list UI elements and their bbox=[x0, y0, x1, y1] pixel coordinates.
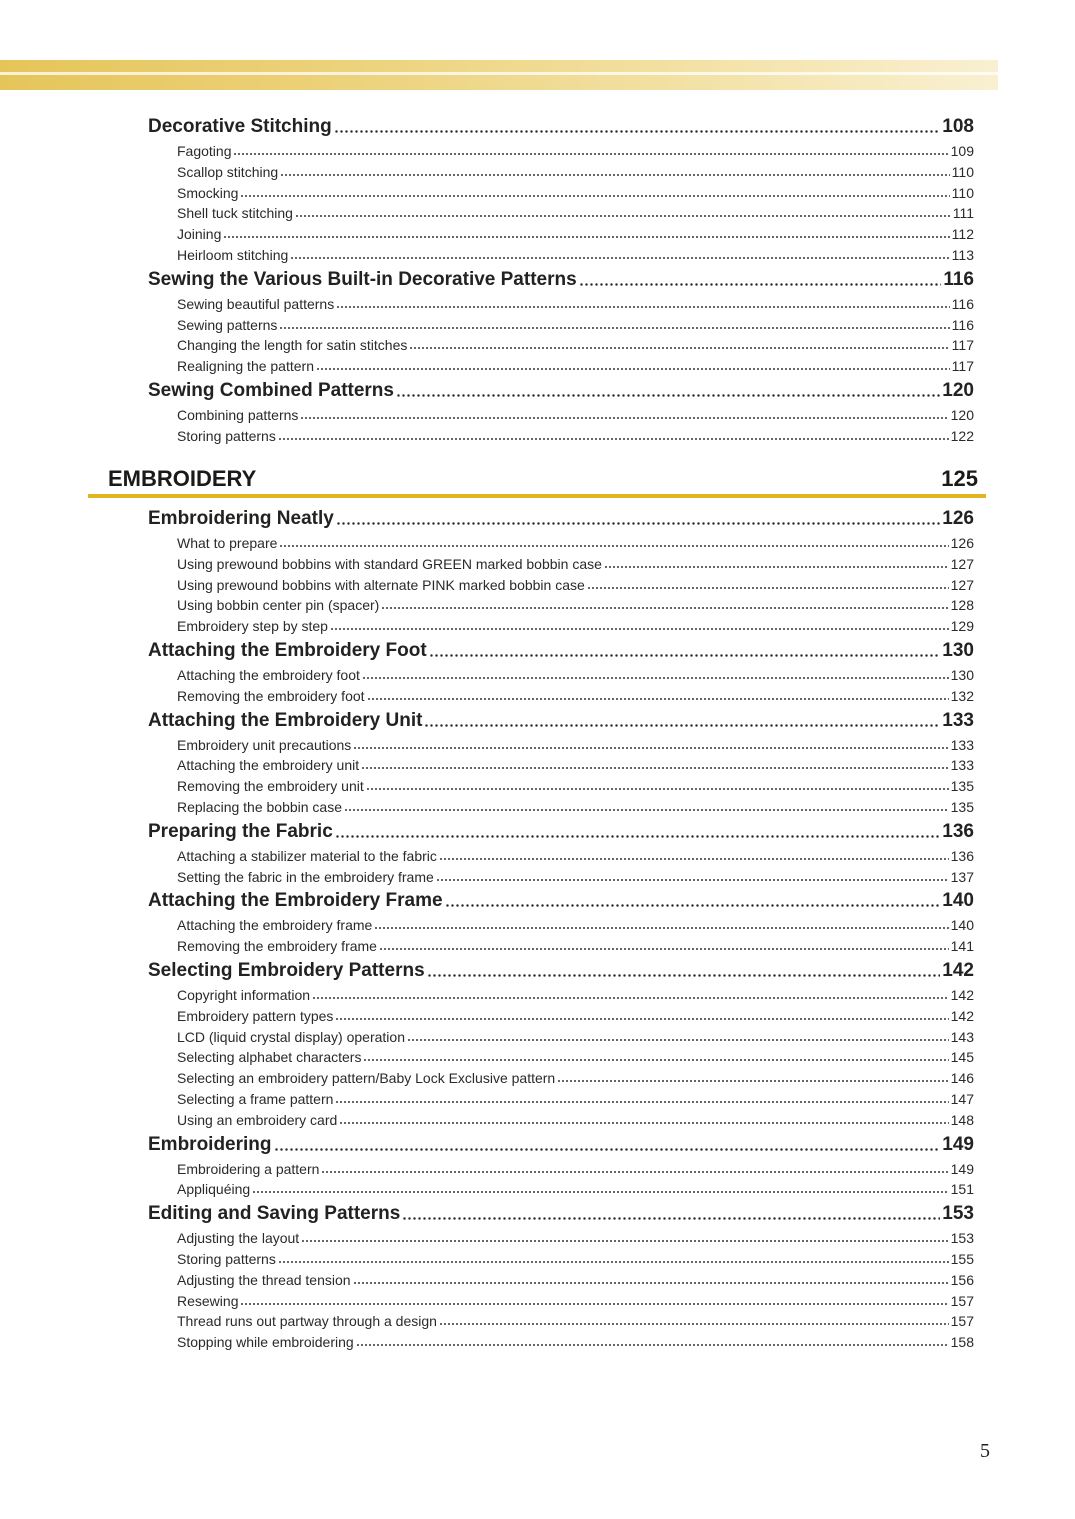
toc-section-page: 108 bbox=[942, 116, 974, 137]
toc-section-page: 142 bbox=[942, 960, 974, 981]
toc-entry-title: Using bobbin center pin (spacer) bbox=[177, 597, 380, 614]
toc-entry-smocking[interactable] bbox=[177, 182, 974, 201]
toc-section-attaching-the-embroidery-frame[interactable] bbox=[148, 888, 974, 912]
toc-entry-page: 116 bbox=[951, 316, 974, 333]
toc-section-embroidering-neatly[interactable] bbox=[148, 506, 974, 530]
toc-entry-adjusting-the-thread-tension[interactable] bbox=[177, 1269, 974, 1288]
toc-entry-title: Combining patterns bbox=[177, 407, 299, 423]
toc-entry-page: 120 bbox=[950, 407, 974, 423]
toc-entry-lcd-liquid-crystal-display-operation[interactable] bbox=[177, 1026, 974, 1045]
toc-entry-page: 117 bbox=[951, 358, 974, 375]
toc-section-title: Attaching the Embroidery Unit bbox=[148, 709, 423, 731]
toc-entry-title: Heirloom stitching bbox=[177, 247, 289, 263]
page-number: 5 bbox=[980, 1440, 990, 1462]
toc-section-title: Decorative Stitching bbox=[148, 116, 332, 137]
toc-entry-resewing[interactable] bbox=[177, 1290, 974, 1309]
toc-entry-page: 143 bbox=[950, 1028, 974, 1045]
toc-entry-page: 122 bbox=[950, 427, 974, 444]
dot-leader bbox=[278, 1261, 949, 1263]
toc-entry-embroidery-unit-precautions[interactable] bbox=[177, 734, 974, 753]
dot-leader bbox=[429, 654, 941, 657]
dot-leader bbox=[335, 1101, 948, 1103]
toc-entry-page: 147 bbox=[950, 1091, 974, 1107]
toc-entry-combining-patterns[interactable] bbox=[177, 404, 974, 423]
toc-entry-storing-patterns[interactable] bbox=[177, 425, 974, 444]
dot-leader bbox=[280, 174, 950, 176]
toc-entry-copyright-information[interactable] bbox=[177, 984, 974, 1003]
dot-leader bbox=[445, 904, 941, 907]
toc-entry-title: Embroidery step by step bbox=[177, 618, 328, 635]
toc-entry-attaching-the-embroidery-frame[interactable] bbox=[177, 914, 974, 933]
toc-entry-page: 156 bbox=[950, 1271, 974, 1288]
dot-leader bbox=[362, 677, 949, 679]
dot-leader bbox=[363, 1059, 948, 1061]
toc-entry-page: 136 bbox=[950, 847, 974, 864]
dot-leader bbox=[439, 1323, 949, 1325]
toc-section-editing-and-saving-patterns[interactable] bbox=[148, 1201, 974, 1225]
toc-entry-page: 140 bbox=[950, 917, 974, 934]
dot-leader bbox=[344, 809, 949, 811]
toc-entry-page: 133 bbox=[950, 736, 974, 753]
toc-entry-title: Embroidery pattern types bbox=[177, 1007, 334, 1024]
dot-leader bbox=[290, 257, 949, 259]
toc-entry-page: 137 bbox=[950, 868, 974, 885]
toc-entry-title: Changing the length for satin stitches bbox=[177, 337, 408, 354]
toc-section-page: 149 bbox=[942, 1133, 974, 1155]
toc-entry-page: 130 bbox=[950, 667, 974, 683]
dot-leader bbox=[339, 1122, 948, 1124]
toc-section-page: 126 bbox=[942, 508, 974, 529]
toc-entry-storing-patterns[interactable] bbox=[177, 1248, 974, 1267]
toc-section-embroidering[interactable] bbox=[148, 1132, 974, 1156]
toc-entry-page: 135 bbox=[950, 799, 974, 815]
toc-entry-selecting-alphabet-characters[interactable] bbox=[177, 1046, 974, 1065]
dot-leader bbox=[330, 628, 949, 630]
toc-entry-shell-tuck-stitching[interactable] bbox=[177, 202, 974, 221]
toc-entry-embroidering-a-pattern[interactable] bbox=[177, 1158, 974, 1177]
toc-entry-title: Sewing beautiful patterns bbox=[177, 295, 335, 312]
toc-entry-what-to-prepare[interactable] bbox=[177, 532, 974, 551]
toc-entry-title: Realigning the pattern bbox=[177, 358, 314, 375]
dot-leader bbox=[436, 879, 949, 881]
toc-entry-page: 148 bbox=[950, 1111, 974, 1128]
toc-entry-page: 116 bbox=[951, 295, 974, 312]
toc-entry-page: 153 bbox=[950, 1230, 974, 1247]
toc-entry-page: 145 bbox=[950, 1049, 974, 1066]
toc-entry-title: Embroidery unit precautions bbox=[177, 736, 352, 753]
toc-entry-using-an-embroidery-card[interactable] bbox=[177, 1109, 974, 1128]
toc-entry-realigning-the-pattern[interactable] bbox=[177, 355, 974, 374]
toc-entry-title: LCD (liquid crystal display) operation bbox=[177, 1028, 405, 1045]
toc-section-sewing-combined-patterns[interactable] bbox=[148, 378, 974, 402]
toc-entry-page: 129 bbox=[950, 618, 974, 635]
toc-entry-title: Using prewound bobbins with standard GREEN marked bobbin case bbox=[177, 555, 602, 572]
toc-entry-page: 135 bbox=[950, 778, 974, 795]
toc-entry-title: Resewing bbox=[177, 1292, 239, 1309]
toc-entry-joining[interactable] bbox=[177, 223, 974, 242]
toc-section-page: 116 bbox=[943, 268, 974, 290]
toc-section-title: Preparing the Fabric bbox=[148, 820, 333, 842]
toc-entry-title: Attaching the embroidery frame bbox=[177, 917, 373, 934]
toc-entry-page: 157 bbox=[950, 1292, 974, 1309]
toc-section-selecting-embroidery-patterns[interactable] bbox=[148, 958, 974, 982]
toc-entry-title: Thread runs out partway through a design bbox=[177, 1313, 437, 1330]
toc-entry-page: 142 bbox=[950, 1007, 974, 1024]
chapter-heading[interactable] bbox=[108, 462, 978, 492]
toc-entry-title: What to prepare bbox=[177, 535, 278, 551]
dot-leader bbox=[353, 1282, 949, 1284]
toc-entry-page: 155 bbox=[950, 1251, 974, 1267]
toc-section-title: Sewing Combined Patterns bbox=[148, 380, 394, 401]
toc-entry-title: Fagoting bbox=[177, 143, 232, 159]
toc-entry-title: Appliquéing bbox=[177, 1181, 251, 1198]
toc-entry-title: Replacing the bobbin case bbox=[177, 799, 343, 815]
toc-entry-attaching-a-stabilizer-material-to-the-fabric[interactable] bbox=[177, 845, 974, 864]
toc-entry-setting-the-fabric-in-the-embroidery-frame[interactable] bbox=[177, 866, 974, 885]
toc-entry-page: 109 bbox=[950, 143, 974, 159]
toc-entry-title: Using an embroidery card bbox=[177, 1111, 338, 1128]
header-decorative-band bbox=[0, 60, 998, 90]
toc-entry-title: Embroidering a pattern bbox=[177, 1160, 320, 1177]
dot-leader bbox=[336, 522, 940, 525]
toc-entry-selecting-a-frame-pattern[interactable] bbox=[177, 1088, 974, 1107]
toc-entry-page: 133 bbox=[950, 757, 974, 774]
toc-entry-using-bobbin-center-pin-spacer[interactable] bbox=[177, 594, 974, 613]
toc-entry-page: 149 bbox=[950, 1160, 974, 1177]
toc-entry-title: Removing the embroidery unit bbox=[177, 778, 364, 795]
dot-leader bbox=[427, 974, 941, 977]
toc-entry-title: Attaching the embroidery foot bbox=[177, 667, 360, 683]
toc-entry-embroidery-pattern-types[interactable] bbox=[177, 1005, 974, 1024]
dot-leader bbox=[279, 545, 948, 547]
dot-leader bbox=[361, 767, 949, 769]
dot-leader bbox=[278, 438, 949, 440]
toc-entry-title: Sewing patterns bbox=[177, 316, 278, 333]
dot-leader bbox=[301, 1240, 948, 1242]
dot-leader bbox=[300, 417, 948, 419]
toc-section-preparing-the-fabric[interactable] bbox=[148, 819, 974, 843]
toc-section-title: Sewing the Various Built-in Decorative Patterns bbox=[148, 268, 577, 290]
toc-entry-title: Using prewound bobbins with alternate PINK marked bobbin case bbox=[177, 576, 585, 593]
toc-entry-page: 158 bbox=[950, 1334, 974, 1351]
toc-entry-removing-the-embroidery-foot[interactable] bbox=[177, 685, 974, 704]
toc-entry-title: Shell tuck stitching bbox=[177, 205, 293, 222]
dot-leader bbox=[240, 1303, 948, 1305]
toc-entry-sewing-beautiful-patterns[interactable] bbox=[177, 293, 974, 312]
toc-entry-page: 157 bbox=[950, 1313, 974, 1330]
toc-entry-page: 146 bbox=[950, 1070, 974, 1087]
toc-entry-page: 151 bbox=[950, 1181, 974, 1198]
dot-leader bbox=[336, 306, 949, 308]
toc-section-attaching-the-embroidery-foot[interactable] bbox=[148, 638, 974, 662]
toc-entry-page: 113 bbox=[951, 247, 974, 263]
dot-leader bbox=[335, 835, 941, 838]
toc-entry-title: Setting the fabric in the embroidery frame bbox=[177, 868, 434, 885]
dot-leader bbox=[407, 1039, 949, 1041]
toc-entry-title: Removing the embroidery foot bbox=[177, 687, 365, 704]
toc-entry-page: 117 bbox=[951, 337, 974, 354]
dot-leader bbox=[366, 788, 949, 790]
toc-entry-title: Joining bbox=[177, 226, 222, 243]
toc-entry-stopping-while-embroidering[interactable] bbox=[177, 1331, 974, 1350]
toc-entry-title: Attaching the embroidery unit bbox=[177, 757, 360, 774]
toc-entry-page: 126 bbox=[950, 535, 974, 551]
toc-entry-using-prewound-bobbins-with-alternate-pink-marked-bobbin-case[interactable] bbox=[177, 574, 974, 593]
dot-leader bbox=[367, 698, 949, 700]
toc-entry-sewing-patterns[interactable] bbox=[177, 314, 974, 333]
toc-entry-page: 112 bbox=[951, 226, 974, 243]
toc-entry-thread-runs-out-partway-through-a-design[interactable] bbox=[177, 1310, 974, 1329]
dot-leader bbox=[374, 927, 948, 929]
dot-leader bbox=[409, 347, 949, 349]
dot-leader bbox=[424, 724, 940, 727]
dot-leader bbox=[295, 215, 951, 217]
toc-entry-title: Removing the embroidery frame bbox=[177, 938, 377, 955]
toc-entry-removing-the-embroidery-frame[interactable] bbox=[177, 935, 974, 954]
toc-entry-page: 141 bbox=[950, 938, 974, 955]
toc-section-page: 140 bbox=[942, 890, 974, 912]
toc-entry-adjusting-the-layout[interactable] bbox=[177, 1227, 974, 1246]
toc-entry-title: Selecting an embroidery pattern/Baby Lock Exclusive pattern bbox=[177, 1070, 556, 1087]
toc-entry-removing-the-embroidery-unit[interactable] bbox=[177, 775, 974, 794]
toc-entry-attaching-the-embroidery-unit[interactable] bbox=[177, 754, 974, 773]
chapter-divider bbox=[88, 494, 986, 498]
dot-leader bbox=[396, 394, 940, 397]
dot-leader bbox=[587, 587, 949, 589]
dot-leader bbox=[353, 747, 948, 749]
toc-entry-fagoting[interactable] bbox=[177, 140, 974, 159]
toc-entry-page: 111 bbox=[952, 205, 974, 222]
toc-section-page: 120 bbox=[942, 380, 974, 401]
dot-leader bbox=[321, 1171, 948, 1173]
toc-section-decorative-stitching[interactable] bbox=[148, 114, 974, 138]
dot-leader bbox=[274, 1148, 941, 1151]
chapter-title: EMBROIDERY bbox=[108, 466, 257, 491]
toc-entry-page: 128 bbox=[950, 597, 974, 614]
toc-section-title: Embroidering Neatly bbox=[148, 508, 334, 529]
toc-section-page: 130 bbox=[942, 640, 974, 661]
toc-entry-selecting-an-embroidery-pattern-baby-lock-exclusive-pattern[interactable] bbox=[177, 1067, 974, 1086]
toc-entry-title: Selecting alphabet characters bbox=[177, 1049, 362, 1066]
toc-entry-page: 110 bbox=[951, 184, 974, 201]
dot-leader bbox=[233, 153, 948, 155]
dot-leader bbox=[316, 368, 950, 370]
toc-entry-title: Adjusting the thread tension bbox=[177, 1271, 351, 1288]
dot-leader bbox=[334, 130, 941, 133]
dot-leader bbox=[379, 948, 949, 950]
toc-entry-page: 110 bbox=[951, 163, 974, 180]
toc-entry-page: 142 bbox=[950, 987, 974, 1003]
toc-entry-title: Selecting a frame pattern bbox=[177, 1091, 334, 1107]
dot-leader bbox=[402, 1217, 940, 1220]
toc-entry-embroidery-step-by-step[interactable] bbox=[177, 615, 974, 634]
toc-section-attaching-the-embroidery-unit[interactable] bbox=[148, 708, 974, 732]
toc-entry-appliqu-ing[interactable] bbox=[177, 1178, 974, 1197]
toc-section-page: 153 bbox=[942, 1203, 974, 1225]
toc-entry-title: Storing patterns bbox=[177, 427, 276, 444]
toc-entry-page: 132 bbox=[950, 687, 974, 704]
toc-section-title: Selecting Embroidery Patterns bbox=[148, 960, 425, 981]
dot-leader bbox=[356, 1344, 949, 1346]
toc-entry-heirloom-stitching[interactable] bbox=[177, 244, 974, 263]
dot-leader bbox=[579, 283, 942, 286]
dot-leader bbox=[312, 997, 949, 999]
toc-entry-using-prewound-bobbins-with-standard-green-marked-bobbin-case[interactable] bbox=[177, 553, 974, 572]
toc-section-title: Attaching the Embroidery Frame bbox=[148, 890, 443, 912]
toc-section-page: 136 bbox=[942, 820, 974, 842]
toc-entry-attaching-the-embroidery-foot[interactable] bbox=[177, 664, 974, 683]
toc-section-page: 133 bbox=[942, 709, 974, 731]
toc-entry-changing-the-length-for-satin-stitches[interactable] bbox=[177, 334, 974, 353]
toc-entry-title: Adjusting the layout bbox=[177, 1230, 300, 1247]
chapter-page: 125 bbox=[941, 466, 978, 491]
dot-leader bbox=[335, 1018, 948, 1020]
dot-leader bbox=[279, 327, 949, 329]
dot-leader bbox=[223, 236, 949, 238]
toc-entry-replacing-the-bobbin-case[interactable] bbox=[177, 796, 974, 815]
toc-entry-page: 127 bbox=[950, 576, 974, 593]
toc-section-title: Attaching the Embroidery Foot bbox=[148, 640, 427, 661]
toc-entry-title: Copyright information bbox=[177, 987, 311, 1003]
toc-section-sewing-the-various-built-in-decorative-patterns[interactable] bbox=[148, 267, 974, 291]
dot-leader bbox=[240, 195, 949, 197]
toc-entry-page: 127 bbox=[950, 555, 974, 572]
dot-leader bbox=[252, 1191, 948, 1193]
toc-section-title: Embroidering bbox=[148, 1133, 272, 1155]
toc-entry-title: Storing patterns bbox=[177, 1251, 276, 1267]
dot-leader bbox=[439, 858, 949, 860]
toc-entry-title: Scallop stitching bbox=[177, 163, 279, 180]
toc-entry-title: Attaching a stabilizer material to the fabric bbox=[177, 847, 437, 864]
toc-section-title: Editing and Saving Patterns bbox=[148, 1203, 401, 1225]
dot-leader bbox=[381, 607, 948, 609]
toc-entry-scallop-stitching[interactable] bbox=[177, 161, 974, 180]
toc-entry-title: Stopping while embroidering bbox=[177, 1334, 354, 1351]
dot-leader bbox=[557, 1080, 948, 1082]
dot-leader bbox=[604, 566, 949, 568]
toc-entry-title: Smocking bbox=[177, 184, 239, 201]
